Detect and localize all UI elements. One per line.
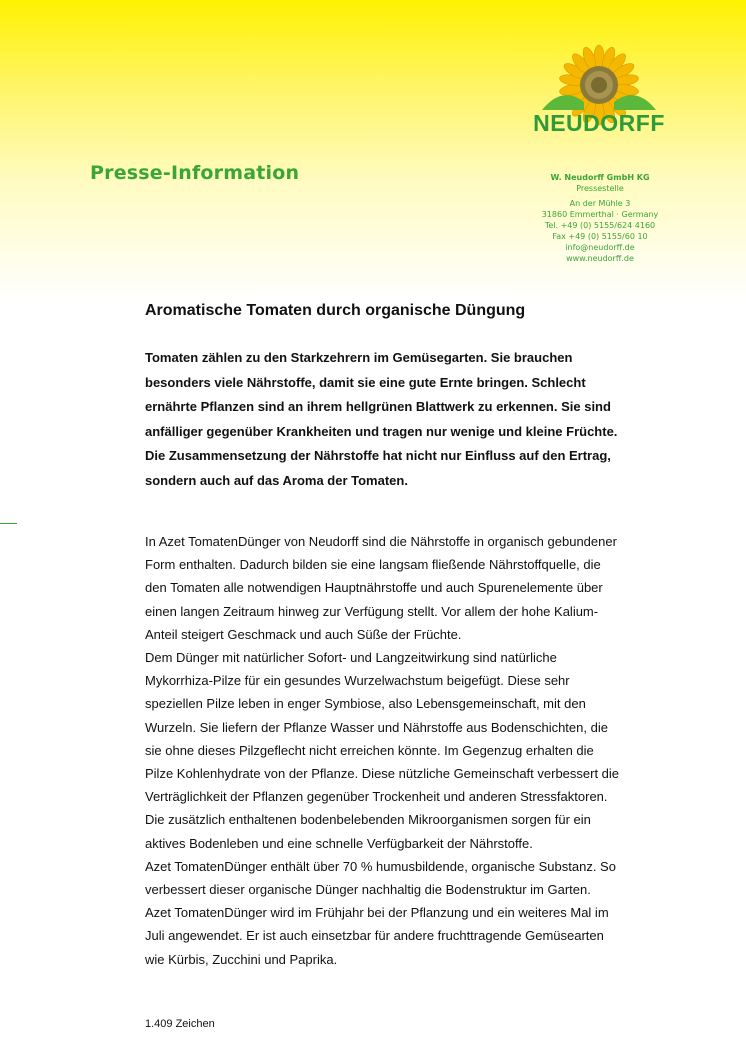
article-lead: [145, 346, 665, 493]
body-line: Dem Dünger mit natürlicher Sofort- und Langzeitwirkung sind natürliche: [145, 650, 557, 666]
company-website[interactable]: www.neudorff.de: [566, 254, 634, 263]
character-count: 1.409 Zeichen: [145, 1018, 215, 1030]
section-label: Presse-Information: [90, 162, 300, 184]
brand-wordmark: NEUDORFF: [533, 110, 665, 136]
body-line: Verträglichkeit der Pflanzen gegenüber Trockenheit und anderen Stressfaktoren.: [145, 789, 608, 805]
lead-line: anfälliger gegenüber Krankheiten und tragen nur wenige und kleine Früchte.: [145, 423, 618, 439]
lead-line: ernährte Pflanzen sind an ihrem hellgrünen Blattwerk zu erkennen. Sie sind: [145, 399, 611, 414]
body-line: Wurzeln. Sie liefern der Pflanze Wasser und Nährstoffe aus Bodenschichten, die: [145, 719, 608, 735]
lead-line: sondern auch auf das Aroma der Tomaten.: [145, 472, 408, 488]
body-line: Mykorrhiza-Pilze für ein gesundes Wurzelwachstum beigefügt. Diese sehr: [145, 673, 570, 689]
body-line: Die zusätzlich enthaltenen bodenbelebenden Mikroorganismen sorgen für ein: [145, 812, 591, 828]
fold-mark: [0, 523, 17, 524]
company-department: Pressestelle: [576, 184, 624, 193]
body-line: einen langen Zeitraum hinweg zur Verfügung stellt. Vor allem der hohe Kalium-: [145, 603, 599, 619]
lead-line: Tomaten zählen zu den Starkzehrern im Gemüsegarten. Sie brauchen: [145, 350, 573, 365]
body-line: Pilze Kohlenhydrate von der Pflanze. Diese nützliche Gemeinschaft verbessert die: [145, 766, 620, 782]
company-fax: Fax +49 (0) 5155/60 10: [552, 232, 648, 241]
body-line: Form enthalten. Dadurch bilden sie eine langsam fließende Nährstoffquelle, die: [145, 557, 601, 573]
lead-line: Die Zusammensetzung der Nährstoffe hat nicht nur Einfluss auf den Ertrag,: [145, 448, 611, 463]
body-line: Azet TomatenDünger wird im Frühjahr bei der Pflanzung und ein weiteres Mal im: [145, 905, 609, 921]
body-line: speziellen Pilze leben in enger Symbiose, also Lebensgemeinschaft, mit den: [145, 696, 586, 712]
company-name: W. Neudorff GmbH KG: [550, 173, 650, 182]
body-line: In Azet TomatenDünger von Neudorff sind die Nährstoffe in organisch gebundener: [145, 534, 617, 549]
body-line: verbessert dieser organische Dünger nachhaltig die Bodenstruktur im Garten.: [145, 882, 591, 898]
company-city: 31860 Emmerthal · Germany: [541, 210, 659, 219]
body-line: wie Kürbis, Zucchini und Paprika.: [145, 951, 338, 967]
body-line: Azet TomatenDünger enthält über 70 % humusbildende, organische Substanz. So: [145, 858, 616, 874]
body-line: sie ohne dieses Pilzgeflecht nicht erreichen könnte. Im Gegenzug erhalten die: [145, 742, 594, 758]
company-email[interactable]: info@neudorff.de: [565, 243, 635, 252]
body-line: aktives Bodenleben und eine schnelle Verfügbarkeit der Nährstoffe.: [145, 835, 533, 851]
body-line: Juli angewendet. Er ist auch einsetzbar für andere fruchttragende Gemüsearten: [145, 928, 604, 944]
lead-line: besonders viele Nährstoffe, damit sie eine gute Ernte bringen. Schlecht: [145, 374, 586, 390]
article-body: [145, 530, 675, 971]
company-phone: Tel. +49 (0) 5155/624 4160: [544, 221, 656, 230]
company-street: An der Mühle 3: [569, 199, 631, 208]
company-address-block: [520, 172, 680, 264]
body-line: den Tomaten alle notwendigen Hauptnährstoffe und auch Spurenelemente über: [145, 580, 603, 596]
article-title: Aromatische Tomaten durch organische Düngung: [145, 302, 526, 319]
body-line: Anteil steigert Geschmack und auch Süße der Früchte.: [145, 626, 462, 642]
